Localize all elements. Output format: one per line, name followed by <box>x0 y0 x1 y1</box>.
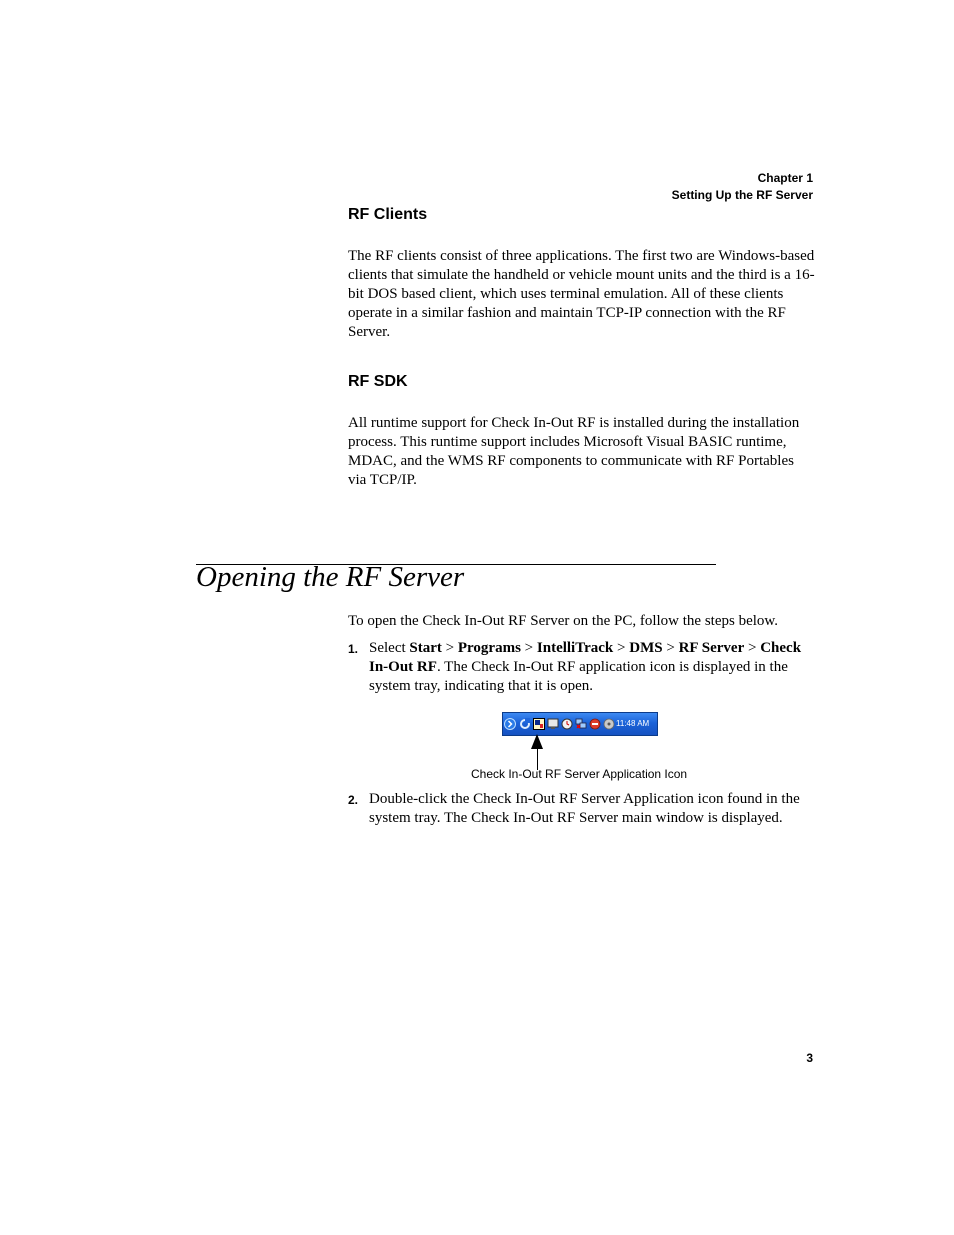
path-separator: > <box>747 640 757 656</box>
running-header <box>672 170 813 204</box>
system-tray <box>502 712 658 736</box>
clock-icon[interactable] <box>561 718 573 730</box>
step-2 <box>348 790 818 828</box>
step-1-select: Select <box>369 640 406 656</box>
chapter-label: Chapter 1 <box>757 171 813 185</box>
menu-path-programs: Programs <box>457 640 521 656</box>
section-label: Setting Up the RF Server <box>671 188 813 202</box>
path-separator: > <box>524 640 534 656</box>
path-separator: > <box>617 640 626 656</box>
monitor-icon[interactable] <box>547 718 559 730</box>
disc-icon[interactable] <box>603 718 615 730</box>
callout-arrow-head <box>531 734 543 749</box>
section-title: Opening the RF Server <box>196 561 465 593</box>
path-separator: > <box>445 640 455 656</box>
step-1-after: . The Check In-Out RF application icon is displayed in the system tray, indicating that it is open. <box>369 659 788 694</box>
step-2-text: Double-click the Check In-Out RF Server Application icon found in the system tray. The Check In-Out RF Server main window is displayed. <box>369 791 800 826</box>
menu-path-intellitrack: IntelliTrack <box>536 640 614 656</box>
path-separator: > <box>666 640 675 656</box>
refresh-icon[interactable] <box>519 718 531 730</box>
menu-path-rf-server: RF Server <box>678 640 745 656</box>
menu-path-dms: DMS <box>629 640 663 656</box>
network-icon[interactable] <box>575 718 587 730</box>
figure-caption: Check In-Out RF Server Application Icon <box>471 767 688 781</box>
menu-path-start: Start <box>409 640 442 656</box>
security-icon[interactable] <box>589 718 601 730</box>
page-number: 3 <box>806 1051 813 1065</box>
rf-clients-paragraph: The RF clients consist of three applications. The first two are Windows-based clients that simulate the handheld or vehicle mount units and the third is a 16-bit DOS based client, which uses terminal emulation. All of these clients operate in a similar fashion and maintain TCP-IP connection with the RF Server. <box>348 248 815 340</box>
rf-sdk-paragraph: All runtime support for Check In-Out RF is installed during the installation process. This runtime support includes Microsoft Visual BASIC runtime, MDAC, and the WMS RF components to communicate with RF Portables via TCP/IP. <box>348 415 800 488</box>
expand-arrow-icon[interactable] <box>504 718 516 730</box>
step-2-number: 2. <box>348 793 359 807</box>
tray-clock[interactable]: 11:48 AM <box>616 719 650 728</box>
rf-sdk-heading: RF SDK <box>348 373 408 390</box>
intro-paragraph: To open the Check In-Out RF Server on the PC, follow the steps below. <box>348 613 778 629</box>
step-1-number: 1. <box>348 642 359 656</box>
step-1 <box>348 639 818 696</box>
rf-clients-heading: RF Clients <box>348 206 428 223</box>
step-1-text <box>369 639 818 696</box>
menu-path-check-in-out-rf: Check In-Out RF <box>369 640 802 675</box>
check-in-out-rf-server-app-icon[interactable] <box>533 718 545 730</box>
